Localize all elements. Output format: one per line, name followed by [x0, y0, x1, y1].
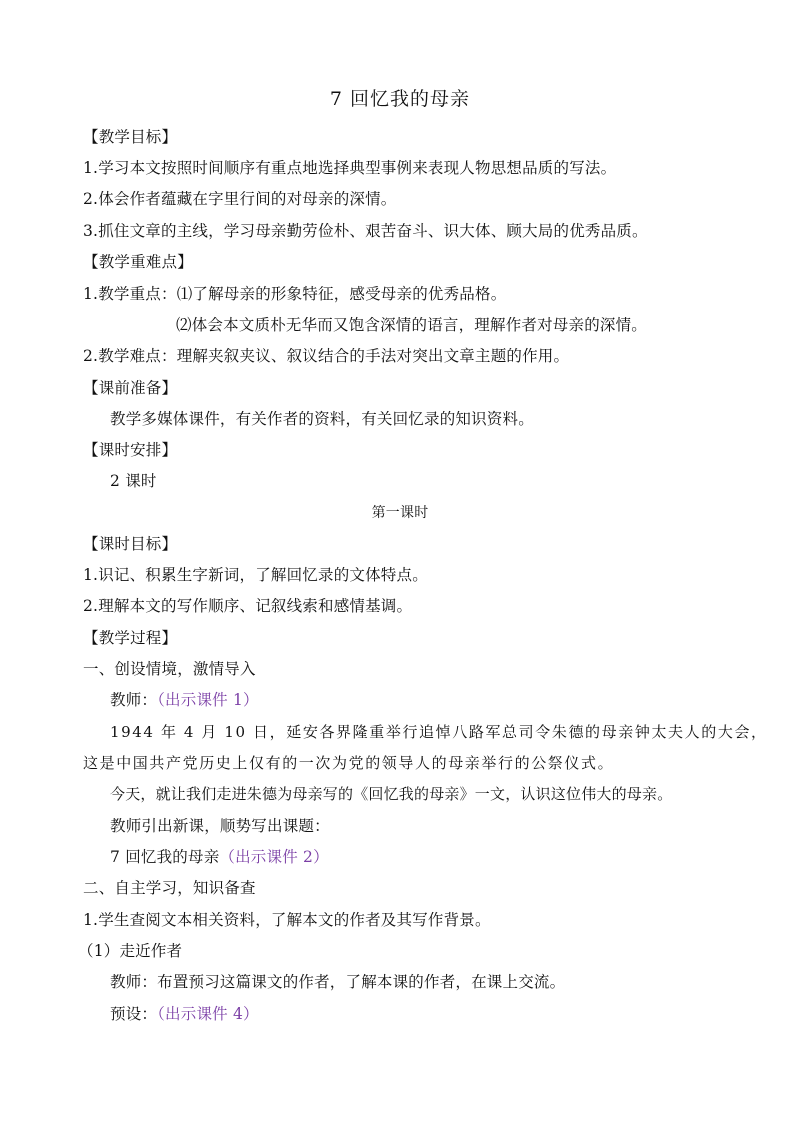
- teacher-line: [110, 690, 259, 710]
- paragraph-2: 今天，就让我们走进朱德为母亲写的《回忆我的母亲》一文，认识这位伟大的母亲。: [110, 785, 673, 803]
- document-title: 7 回忆我的母亲: [329, 88, 471, 110]
- goals-header: 【教学目标】: [83, 128, 178, 146]
- courseware-2-link: （出示课件 2）: [219, 848, 329, 866]
- lesson-title-line: [110, 847, 329, 867]
- step-2-1: 1.学生查阅文本相关资料，了解本文的作者及其写作背景。: [83, 911, 491, 929]
- process-header: 【教学过程】: [83, 629, 178, 647]
- prep-text: 教学多媒体课件，有关作者的资料，有关回忆录的知识资料。: [110, 410, 534, 428]
- paragraph-1a: 1944 年 4 月 10 日，延安各界隆重举行追悼八路军总司令朱德的母亲钟太夫人的大会，: [110, 723, 768, 741]
- paragraph-4: 教师：布置预习这篇课文的作者，了解本课的作者，在课上交流。: [110, 973, 566, 991]
- schedule-text: 2 课时: [110, 472, 157, 490]
- teacher-label: 教师：: [110, 691, 158, 709]
- lesson-goal-2: 2.理解本文的写作顺序、记叙线索和感情基调。: [83, 597, 413, 615]
- courseware-1-link: （出示课件 1）: [157, 691, 259, 709]
- lesson-one-heading: 第一课时: [371, 505, 429, 521]
- key-points-header: 【教学重难点】: [83, 253, 193, 271]
- goal-2: 2.体会作者蕴藏在字里行间的对母亲的深情。: [83, 190, 397, 208]
- preset-line: [110, 1004, 259, 1024]
- courseware-4-link: （出示课件 4）: [157, 1005, 259, 1023]
- lesson-goals-header: 【课时目标】: [83, 535, 178, 553]
- goal-1: 1.学习本文按照时间顺序有重点地选择典型事例来表现人物思想品质的写法。: [83, 159, 617, 177]
- paragraph-3: 教师引出新课，顺势写出课题：: [110, 817, 330, 835]
- lesson-title: 7 回忆我的母亲: [110, 848, 220, 866]
- step-1: 一、创设情境，激情导入: [83, 660, 256, 678]
- step-2: 二、自主学习，知识备查: [83, 879, 256, 897]
- step-2-1-a: （1）走近作者: [78, 942, 183, 960]
- paragraph-1b: 这是中国共产党历史上仅有的一次为党的领导人的母亲举行的公祭仪式。: [83, 754, 615, 772]
- goal-3: 3.抓住文章的主线，学习母亲勤劳俭朴、艰苦奋斗、识大体、顾大局的优秀品质。: [83, 222, 648, 240]
- preset-label: 预设：: [110, 1005, 158, 1023]
- prep-header: 【课前准备】: [83, 379, 178, 397]
- schedule-header: 【课时安排】: [83, 441, 178, 459]
- key-point-1b: ⑵体会本文质朴无华而又饱含深情的语言，理解作者对母亲的深情。: [176, 316, 648, 334]
- key-point-1: 1.教学重点：⑴了解母亲的形象特征，感受母亲的优秀品格。: [83, 285, 507, 303]
- key-point-2: 2.教学难点：理解夹叙夹议、叙议结合的手法对突出文章主题的作用。: [83, 347, 570, 365]
- lesson-goal-1: 1.识记、积累生字新词，了解回忆录的文体特点。: [83, 566, 428, 584]
